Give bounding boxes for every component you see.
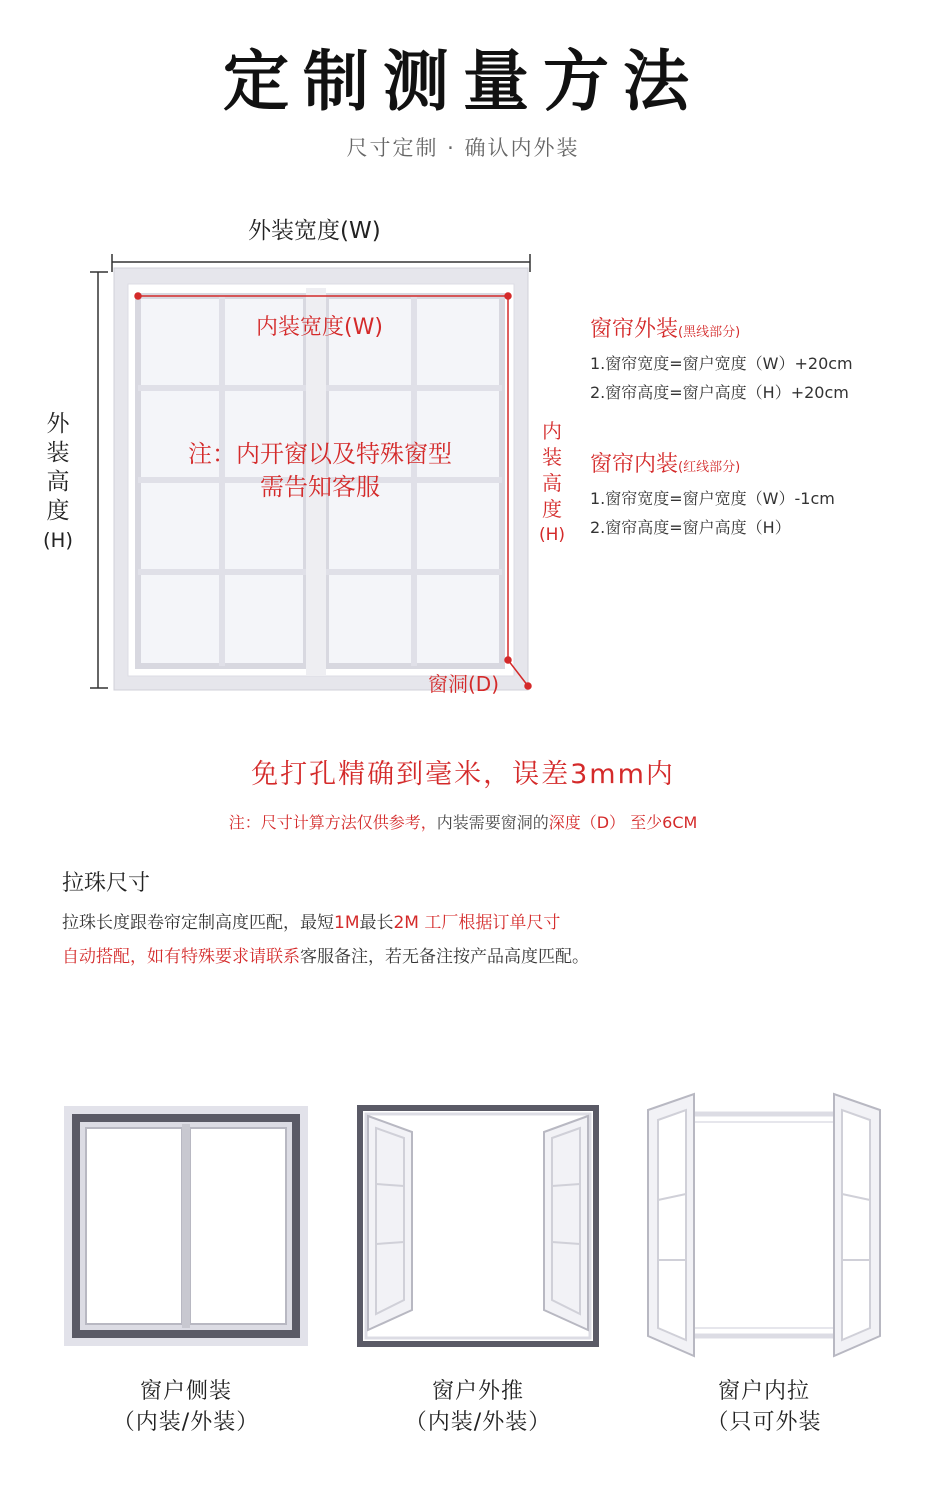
inner-height-label: 内 装 高 度 (H) [538, 419, 566, 545]
window-note-line1: 注：内开窗以及特殊窗型 [188, 440, 452, 468]
inner-install-heading: 窗帘内装(红线部分) [590, 452, 741, 477]
precision-headline: 免打孔精确到毫米，误差3mm内 [251, 759, 675, 790]
window-side-mount-caption: 窗户侧装 （内装/外装） [112, 1379, 260, 1435]
window-side-mount-illustration [62, 1104, 310, 1348]
outer-install-height-rule: 2.窗帘高度=窗户高度（H）+20cm [590, 383, 849, 402]
outer-height-label: 外 装 高 度 (H) [43, 411, 73, 552]
page-subtitle: 尺寸定制 · 确认内外装 [346, 136, 580, 160]
inner-width-label: 内装宽度(W) [256, 315, 383, 340]
bead-chain-description: 拉珠长度跟卷帘定制高度匹配，最短1M最长2M 工厂根据订单尺寸 自动搭配，如有特殊要求请联系客服备注，若无备注按产品高度匹配。 [62, 913, 589, 967]
window-note [160, 438, 480, 504]
window-inward-pull-caption: 窗户内拉 （只可外装 [706, 1379, 822, 1435]
page-title: 定制测量方法 [223, 43, 703, 120]
inner-install-spec [590, 447, 835, 542]
outer-install-heading: 窗帘外装(黑线部分) [590, 317, 741, 342]
inner-install-height-rule: 2.窗帘高度=窗户高度（H） [590, 518, 791, 537]
inner-install-width-rule: 1.窗帘宽度=窗户宽度（W）-1cm [590, 489, 835, 508]
bead-chain-title: 拉珠尺寸 [62, 871, 151, 896]
outer-install-spec [590, 312, 853, 407]
window-inward-pull-illustration [646, 1090, 882, 1360]
window-hole-label: 窗洞(D) [428, 672, 500, 696]
calculation-note: 注：尺寸计算方法仅供参考，内装需要窗洞的深度（D） 至少6CM [228, 813, 698, 832]
window-note-line2: 需告知客服 [260, 473, 380, 501]
window-outward-push-illustration [356, 1104, 600, 1348]
outer-width-label: 外装宽度(W) [248, 218, 381, 244]
outer-install-width-rule: 1.窗帘宽度=窗户宽度（W）+20cm [590, 354, 853, 373]
window-outward-push-caption: 窗户外推 （内装/外装） [404, 1379, 552, 1435]
